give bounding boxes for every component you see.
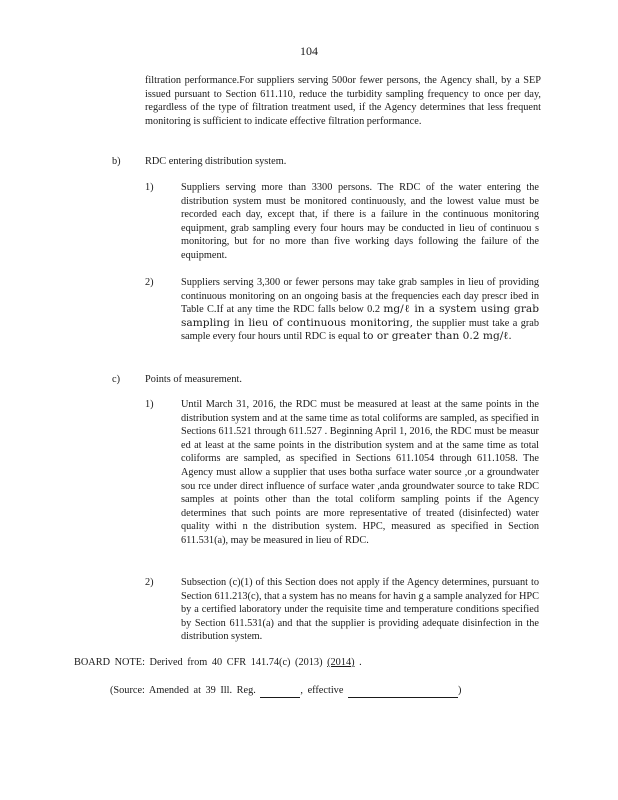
section-c-heading: Points of measurement. bbox=[145, 374, 242, 385]
section-b-item-2-part2: mg/ℓ in a system using grab sampling in lieu of continuous monitoring, bbox=[181, 303, 539, 329]
section-b-heading: RDC entering distribution system. bbox=[145, 156, 287, 167]
effective-date-blank bbox=[348, 686, 458, 698]
section-b-item-1-label: 1) bbox=[145, 182, 154, 193]
section-b-item-2-part4: to or greater than 0.2 mg/ℓ. bbox=[362, 330, 512, 343]
section-c-label: c) bbox=[112, 374, 120, 385]
section-b-item-2-part1: Suppliers serving 3,300 or fewer persons may take grab samples in lieu of providing continuous monitoring on an ongoing basis at the frequencies each day prescr ibed in Table C.If at any time the RDC falls below 0.2 bbox=[181, 277, 539, 316]
source-end: ) bbox=[457, 685, 462, 696]
register-blank bbox=[260, 686, 300, 698]
page-number: 104 bbox=[300, 44, 318, 58]
source-middle: , effective bbox=[300, 685, 344, 696]
board-note-text: BOARD NOTE: Derived from 40 CFR 141.74(c) (2013) bbox=[74, 657, 323, 668]
section-b-item-2-text bbox=[181, 276, 539, 344]
board-note-end: . bbox=[359, 657, 362, 668]
board-note bbox=[74, 656, 362, 670]
section-c-item-1-label: 1) bbox=[145, 399, 154, 410]
source-prefix: (Source: Amended at 39 Ill. Reg. bbox=[110, 685, 256, 696]
intro-paragraph: filtration performance.For suppliers serving 500or fewer persons, the Agency shall, by a SEP issued pursuant to Section 611.110, reduce the turbidity sampling frequency to once per day, regardless of the type of filtration treatment used, if the Agency determines that less frequent monitoring is sufficient to indicate effective filtration performance. bbox=[145, 75, 541, 127]
section-c-item-2-label: 2) bbox=[145, 577, 154, 588]
section-b-item-1-text: Suppliers serving more than 3300 persons. The RDC of the water entering the distribution system must be monitored continuously, and the lowest value must be recorded each day, except that, if there is a failure in the continuous monitoring equipment, grab sampling every four hours may be conducted in lieu of continuou s monitoring, but for no more than five working days following the failure of the equipment. bbox=[181, 182, 539, 261]
section-c-item-1-text: Until March 31, 2016, the RDC must be measured at least at the same points in the distribution system and at the same time as total coliforms are sampled, as specified in Sections 611.521 through 611.527 . Beginning April 1, 2016, the RDC must be measur ed at least at the same points in the distribution system and at the same time as total coliforms are sampled, as specified in Sections 611.1054 through 611.1058. The Agency must allow a supplier that uses botha surface water source ,or a groundwater sou rce under direct influence of surface water ,anda groundwater source to take RDC samples at points other than the total coliform sampling points if the Agency determines that such points are more representative of treated (disinfected) water quality withi n the distribution system. HPC, measured as specified in Section 611.531(a), may be measured in lieu of RDC. bbox=[181, 399, 539, 546]
section-b-item-2-label: 2) bbox=[145, 277, 154, 288]
board-note-underlined: (2014) bbox=[327, 657, 355, 668]
section-b-item-2-part3: the supplier must take a grab sample every four hours until RDC is equal bbox=[181, 317, 539, 343]
source-line bbox=[110, 684, 461, 698]
section-c-item-2-text: Subsection (c)(1) of this Section does not apply if the Agency determines, pursuant to Section 611.213(c), that a system has no means for havin g a sample analyzed for HPC by a certified laboratory under the requisite time and temperature conditions specified by Section 611.531(a) and that the supplier is providing adequate disinfection in the distribution system. bbox=[181, 577, 539, 643]
section-b-label: b) bbox=[112, 156, 121, 167]
